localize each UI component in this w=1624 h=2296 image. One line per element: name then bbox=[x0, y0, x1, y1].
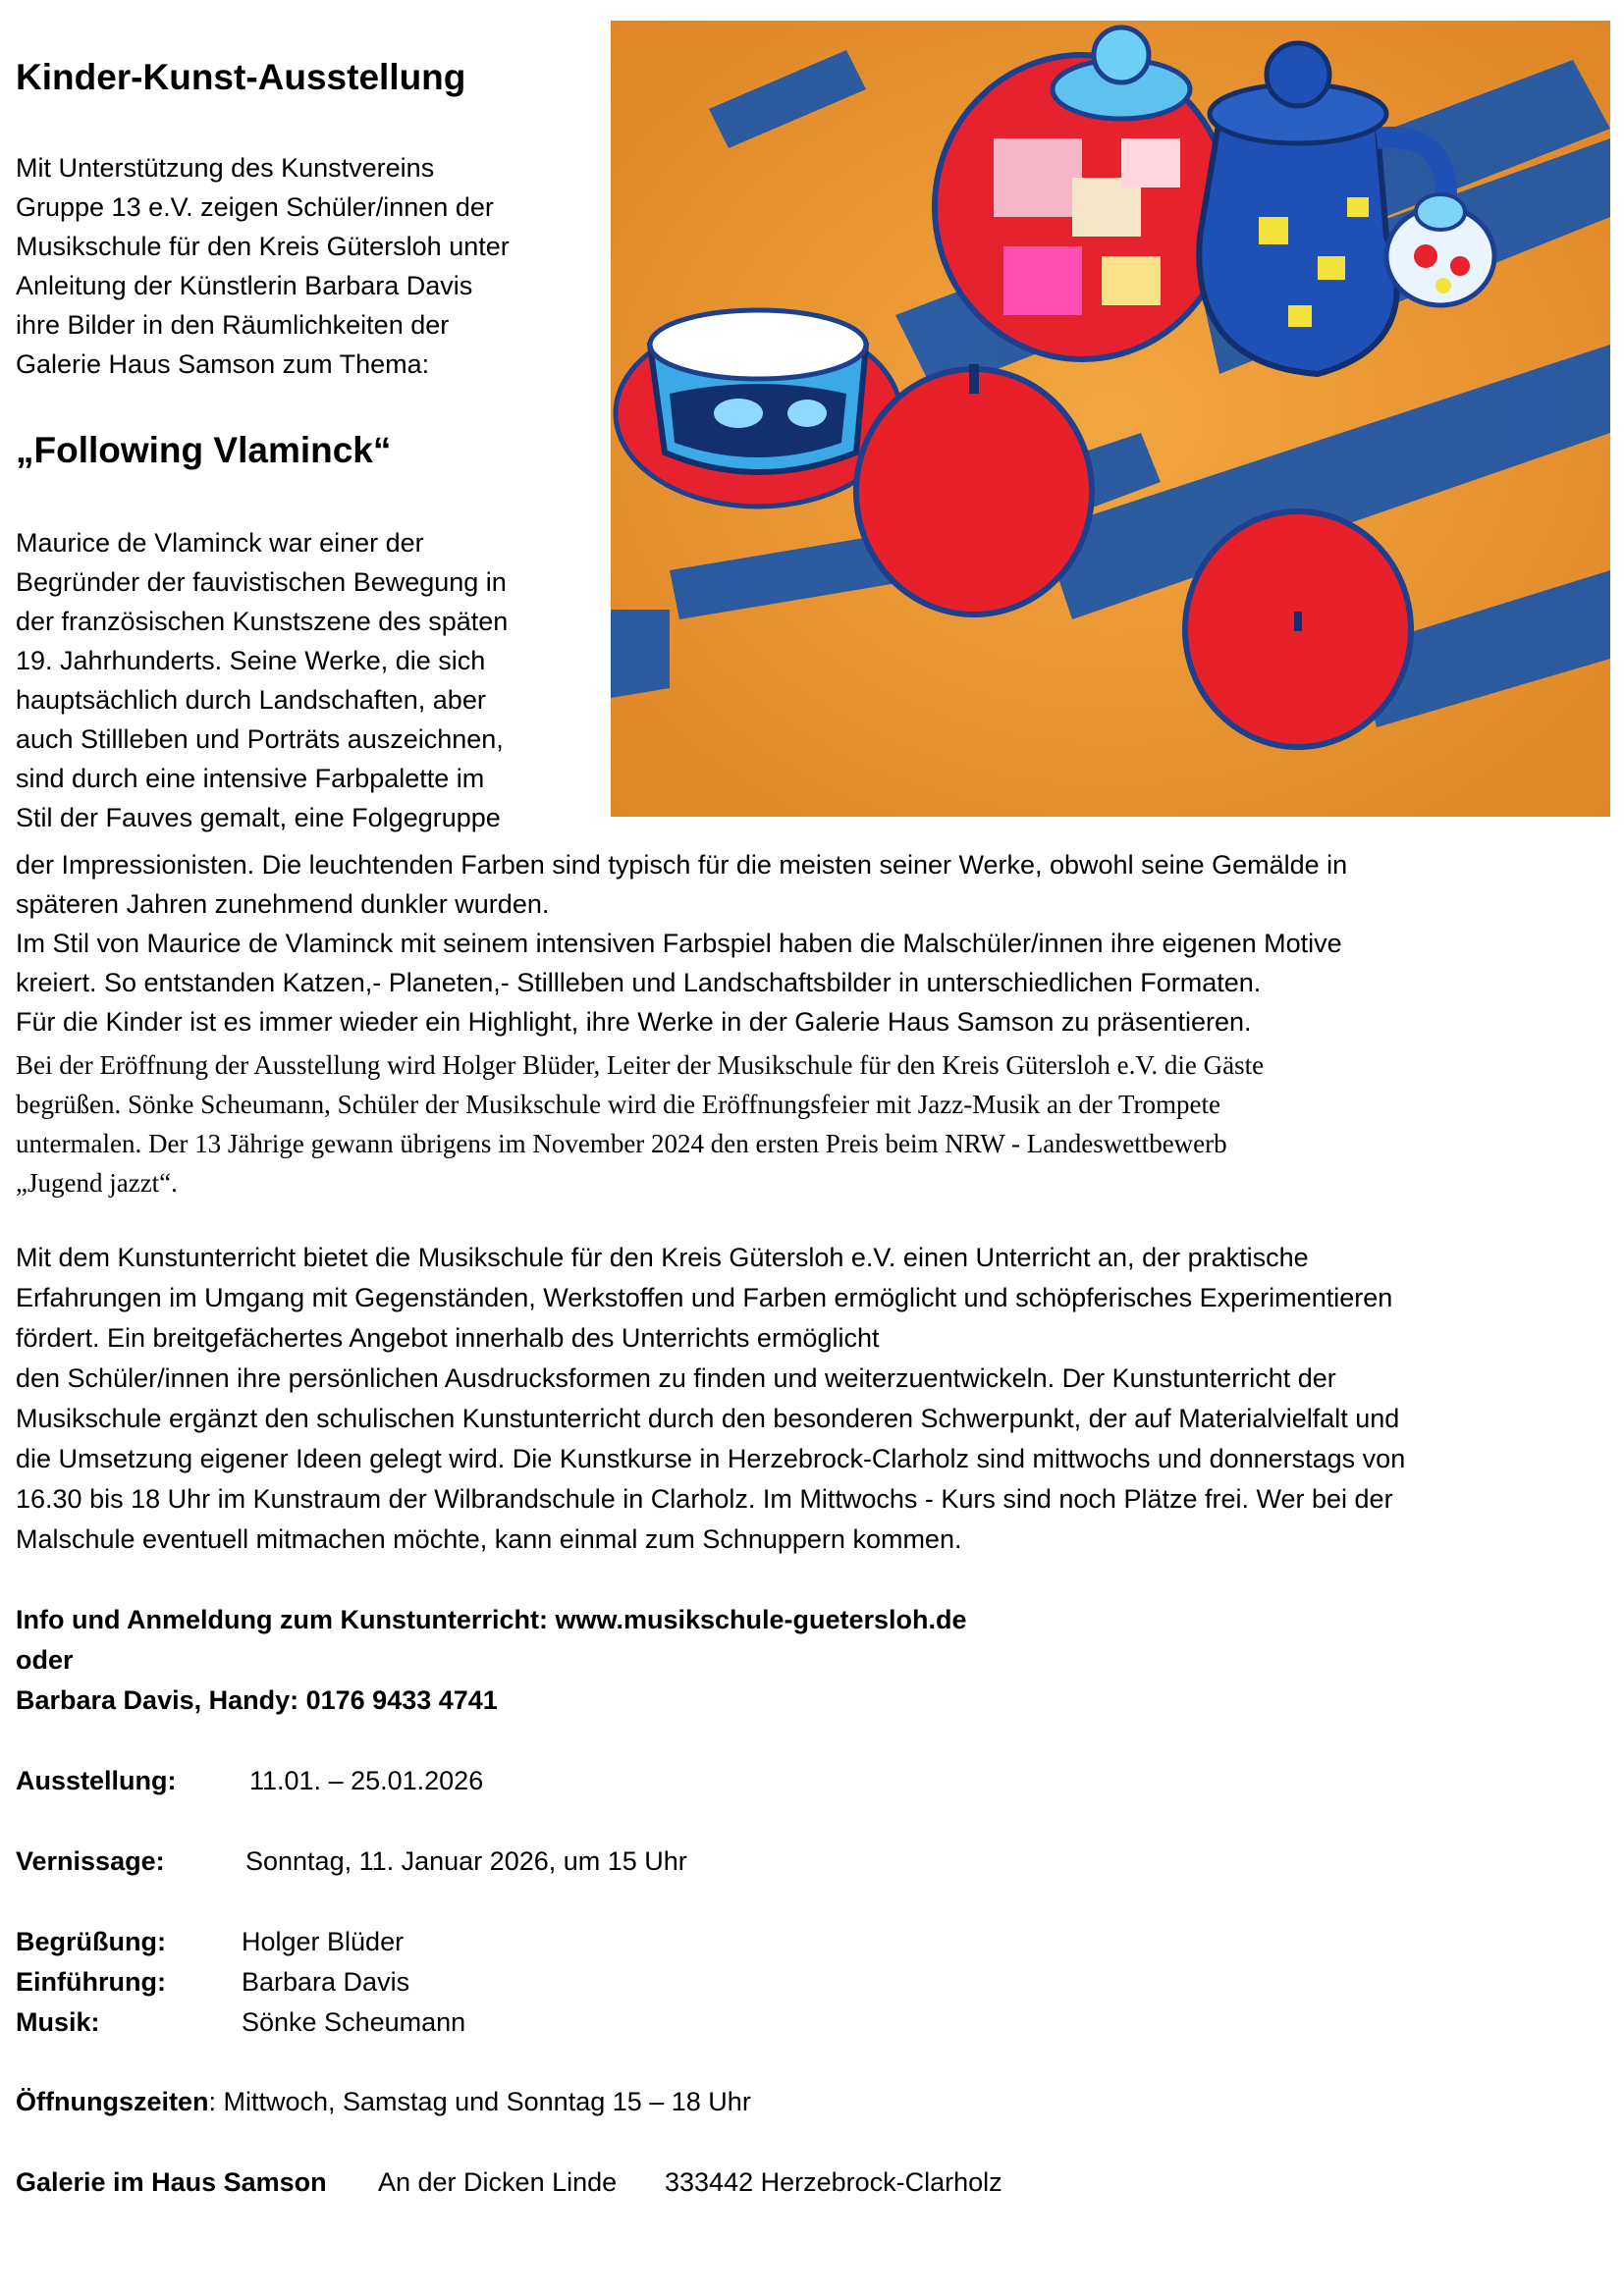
opening-line: Bei der Eröffnung der Ausstellung wird Holger Blüder, Leiter der Musikschule für den Kreis Gütersloh e.V. die Gäste bbox=[16, 1050, 1265, 1080]
greeting-label: Begrüßung: bbox=[16, 1927, 166, 1956]
theme-heading: „Following Vlaminck“ bbox=[16, 430, 392, 470]
opening-hours bbox=[16, 2087, 751, 2117]
bio-line: Begründer der fauvistischen Bewegung in bbox=[16, 567, 507, 597]
intro-line: Mit Unterstützung des Kunstvereins bbox=[16, 153, 435, 183]
bio-line: hauptsächlich durch Landschaften, aber bbox=[16, 685, 486, 715]
vernissage-date: Sonntag, 11. Januar 2026, um 15 Uhr bbox=[245, 1846, 687, 1876]
music-name: Sönke Scheumann bbox=[242, 2007, 466, 2037]
contact-or: oder bbox=[16, 1645, 74, 1675]
bio-line: sind durch eine intensive Farbpalette im bbox=[16, 764, 485, 793]
introduction-label: Einführung: bbox=[16, 1967, 166, 1997]
bio-line: kreiert. So entstanden Katzen,- Planeten,- Stillleben und Landschaftsbilder in unterschiedlichen Formaten. bbox=[16, 968, 1262, 997]
venue-name: Galerie im Haus Samson bbox=[16, 2167, 327, 2197]
lessons-line: Mit dem Kunstunterricht bietet die Musikschule für den Kreis Gütersloh e.V. einen Unterricht an, der praktische bbox=[16, 1243, 1309, 1272]
bio-line: Stil der Fauves gemalt, eine Folgegruppe bbox=[16, 803, 501, 832]
painting-artwork bbox=[611, 21, 1610, 817]
venue-city: 333442 Herzebrock-Clarholz bbox=[665, 2167, 1002, 2197]
intro-line: Anleitung der Künstlerin Barbara Davis bbox=[16, 271, 473, 300]
exhibition-label: Ausstellung: bbox=[16, 1766, 177, 1795]
venue-street: An der Dicken Linde bbox=[378, 2167, 618, 2197]
bio-line: Maurice de Vlaminck war einer der bbox=[16, 528, 424, 558]
lessons-line: Malschule eventuell mitmachen möchte, kann einmal zum Schnuppern kommen. bbox=[16, 1524, 962, 1554]
vernissage-label: Vernissage: bbox=[16, 1846, 165, 1876]
introduction-name: Barbara Davis bbox=[242, 1967, 410, 1997]
page-title: Kinder-Kunst-Ausstellung bbox=[16, 57, 466, 97]
lessons-line: Musikschule ergänzt den schulischen Kunstunterricht durch den besonderen Schwerpunkt, der auf Materialvielfalt und bbox=[16, 1404, 1400, 1433]
intro-line: Galerie Haus Samson zum Thema: bbox=[16, 349, 430, 379]
music-label: Musik: bbox=[16, 2007, 100, 2037]
bio-line: der französischen Kunstszene des späten bbox=[16, 607, 509, 636]
lessons-line: fördert. Ein breitgefächertes Angebot innerhalb des Unterrichts ermöglicht bbox=[16, 1323, 880, 1353]
lessons-line: die Umsetzung eigener Ideen gelegt wird. Die Kunstkurse in Herzebrock-Clarholz sind mittwochs und donnerstags von bbox=[16, 1444, 1406, 1473]
bio-line: Im Stil von Maurice de Vlaminck mit seinem intensiven Farbspiel haben die Malschüler/innen ihre eigenen Motive bbox=[16, 929, 1342, 958]
contact-phone: Barbara Davis, Handy: 0176 9433 4741 bbox=[16, 1685, 498, 1715]
intro-line: Gruppe 13 e.V. zeigen Schüler/innen der bbox=[16, 192, 494, 222]
contact-info: Info und Anmeldung zum Kunstunterricht: www.musikschule-guetersloh.de bbox=[16, 1605, 967, 1634]
lessons-line: Erfahrungen im Umgang mit Gegenständen, Werkstoffen und Farben ermöglicht und schöpferisches Experimentieren bbox=[16, 1283, 1393, 1312]
bio-line: späteren Jahren zunehmend dunkler wurden. bbox=[16, 889, 550, 919]
intro-line: Musikschule für den Kreis Gütersloh unter bbox=[16, 232, 510, 261]
opening-hours-label: Öffnungszeiten bbox=[16, 2087, 209, 2116]
opening-line: begrüßen. Sönke Scheumann, Schüler der Musikschule wird die Eröffnungsfeier mit Jazz-Musik an der Trompete bbox=[16, 1090, 1220, 1119]
lessons-line: den Schüler/innen ihre persönlichen Ausdrucksformen zu finden und weiterzuentwickeln. Der Kunstunterricht der bbox=[16, 1363, 1336, 1393]
intro-line: ihre Bilder in den Räumlichkeiten der bbox=[16, 310, 450, 340]
still-life-painting bbox=[611, 21, 1610, 817]
opening-line: „Jugend jazzt“. bbox=[16, 1168, 178, 1198]
exhibition-dates: 11.01. – 25.01.2026 bbox=[249, 1766, 484, 1795]
opening-line: untermalen. Der 13 Jährige gewann übrigens im November 2024 den ersten Preis beim NRW - Landeswettbewerb bbox=[16, 1129, 1227, 1158]
lessons-line: 16.30 bis 18 Uhr im Kunstraum der Wilbrandschule in Clarholz. Im Mittwochs - Kurs sind noch Plätze frei. Wer bei der bbox=[16, 1484, 1393, 1514]
bio-line: 19. Jahrhunderts. Seine Werke, die sich bbox=[16, 646, 486, 675]
bio-line: der Impressionisten. Die leuchtenden Farben sind typisch für die meisten seiner Werke, obwohl seine Gemälde in bbox=[16, 850, 1348, 880]
opening-hours-value: : Mittwoch, Samstag und Sonntag 15 – 18 Uhr bbox=[208, 2087, 751, 2116]
greeting-name: Holger Blüder bbox=[242, 1927, 405, 1956]
bio-line: auch Stillleben und Porträts auszeichnen, bbox=[16, 724, 504, 754]
bio-line: Für die Kinder ist es immer wieder ein Highlight, ihre Werke in der Galerie Haus Samson zu präsentieren. bbox=[16, 1007, 1252, 1037]
